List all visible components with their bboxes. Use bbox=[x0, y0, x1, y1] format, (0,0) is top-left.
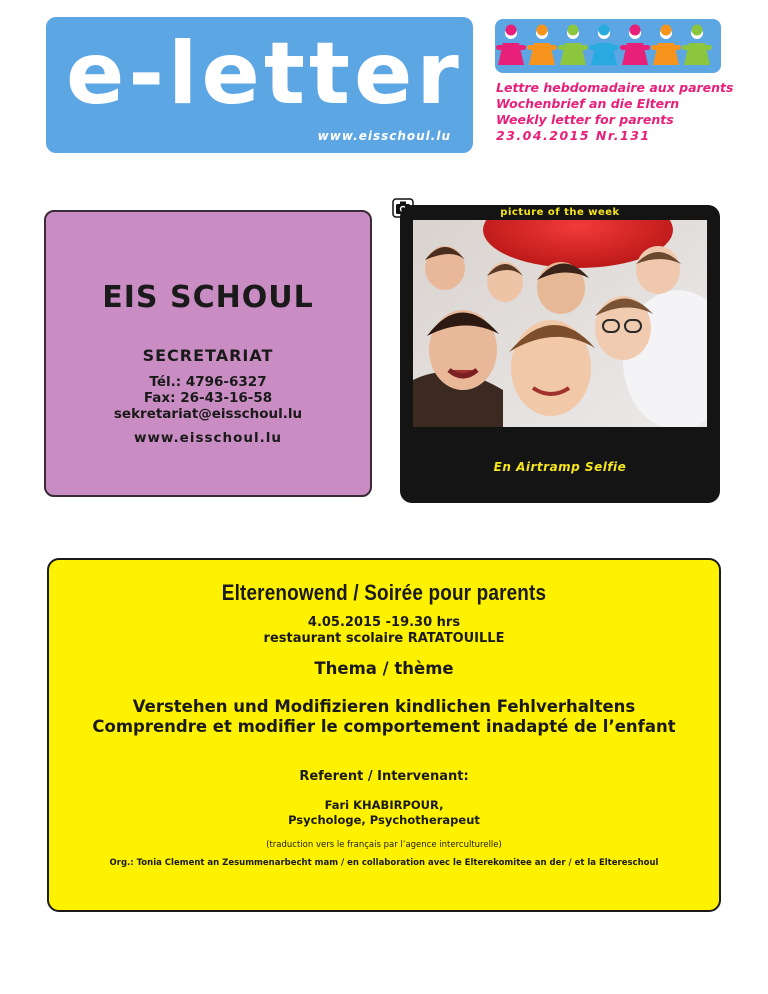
theme-label: Thema / thème bbox=[314, 659, 454, 678]
issue-date: 23.04.2015 Nr.131 bbox=[496, 128, 651, 143]
fax-number: Fax: 26-43-16-58 bbox=[143, 390, 273, 406]
header-url[interactable]: www.eisschoul.lu bbox=[317, 129, 451, 143]
website-link[interactable]: www.eisschoul.lu bbox=[133, 430, 283, 446]
kid-hair bbox=[661, 25, 672, 36]
event-title: Elterenowend / Soirée pour parents bbox=[221, 580, 547, 605]
kid-arms bbox=[558, 45, 588, 50]
kid-arms bbox=[682, 45, 712, 50]
picture-of-week-panel bbox=[400, 205, 720, 503]
parents-evening-panel bbox=[47, 558, 721, 912]
selfie-photo[interactable] bbox=[413, 220, 707, 427]
referent-label: Referent / Intervenant: bbox=[299, 769, 469, 784]
kid-arms bbox=[589, 45, 619, 50]
picture-of-week-label: picture of the week bbox=[500, 207, 620, 218]
kid-hair bbox=[692, 25, 703, 36]
phone-number: Tél.: 4796-6327 bbox=[149, 374, 267, 390]
school-name: EIS SCHOUL bbox=[102, 280, 314, 315]
kid-hair bbox=[568, 25, 579, 36]
kid-hair bbox=[630, 25, 641, 36]
kid-arms bbox=[620, 45, 650, 50]
eletter-logo-box bbox=[46, 17, 473, 153]
kid-arms bbox=[496, 45, 526, 50]
tagline-en: Weekly letter for parents bbox=[496, 112, 674, 127]
email-link[interactable]: sekretariat@eisschoul.lu bbox=[113, 406, 303, 422]
secretariat-title: SECRETARIAT bbox=[142, 346, 274, 365]
referent-role: Psychologe, Psychotherapeut bbox=[288, 813, 480, 827]
kids-figures-icon bbox=[495, 19, 721, 73]
translation-note: (traduction vers le français par l’agence interculturelle) bbox=[266, 840, 502, 850]
kids-banner-logo bbox=[495, 19, 721, 73]
eletter-title: e-letter bbox=[66, 24, 463, 124]
kid-hair bbox=[537, 25, 548, 36]
referent-name: Fari KHABIRPOUR, bbox=[324, 798, 444, 812]
tagline-fr: Lettre hebdomadaire aux parents bbox=[496, 80, 734, 95]
kid-hair bbox=[506, 25, 517, 36]
picture-caption: En Airtramp Selfie bbox=[493, 460, 627, 474]
organizer-note: Org.: Tonia Clement an Zesummenarbecht mam / en collaboration avec le Elterekomitee an der / et la Eltereschoul bbox=[109, 858, 659, 868]
kid-arms bbox=[651, 45, 681, 50]
theme-de: Verstehen und Modifizieren kindlichen Fehlverhaltens bbox=[132, 697, 636, 716]
secretariat-box bbox=[44, 210, 372, 497]
tagline-de: Wochenbrief an die Eltern bbox=[496, 96, 680, 111]
event-date: 4.05.2015 -19.30 hrs bbox=[307, 615, 461, 630]
kid-arms bbox=[527, 45, 557, 50]
event-place: restaurant scolaire RATATOUILLE bbox=[263, 631, 505, 646]
theme-fr: Comprendre et modifier le comportement inadapté de l’enfant bbox=[92, 717, 676, 736]
kid-hair bbox=[599, 25, 610, 36]
